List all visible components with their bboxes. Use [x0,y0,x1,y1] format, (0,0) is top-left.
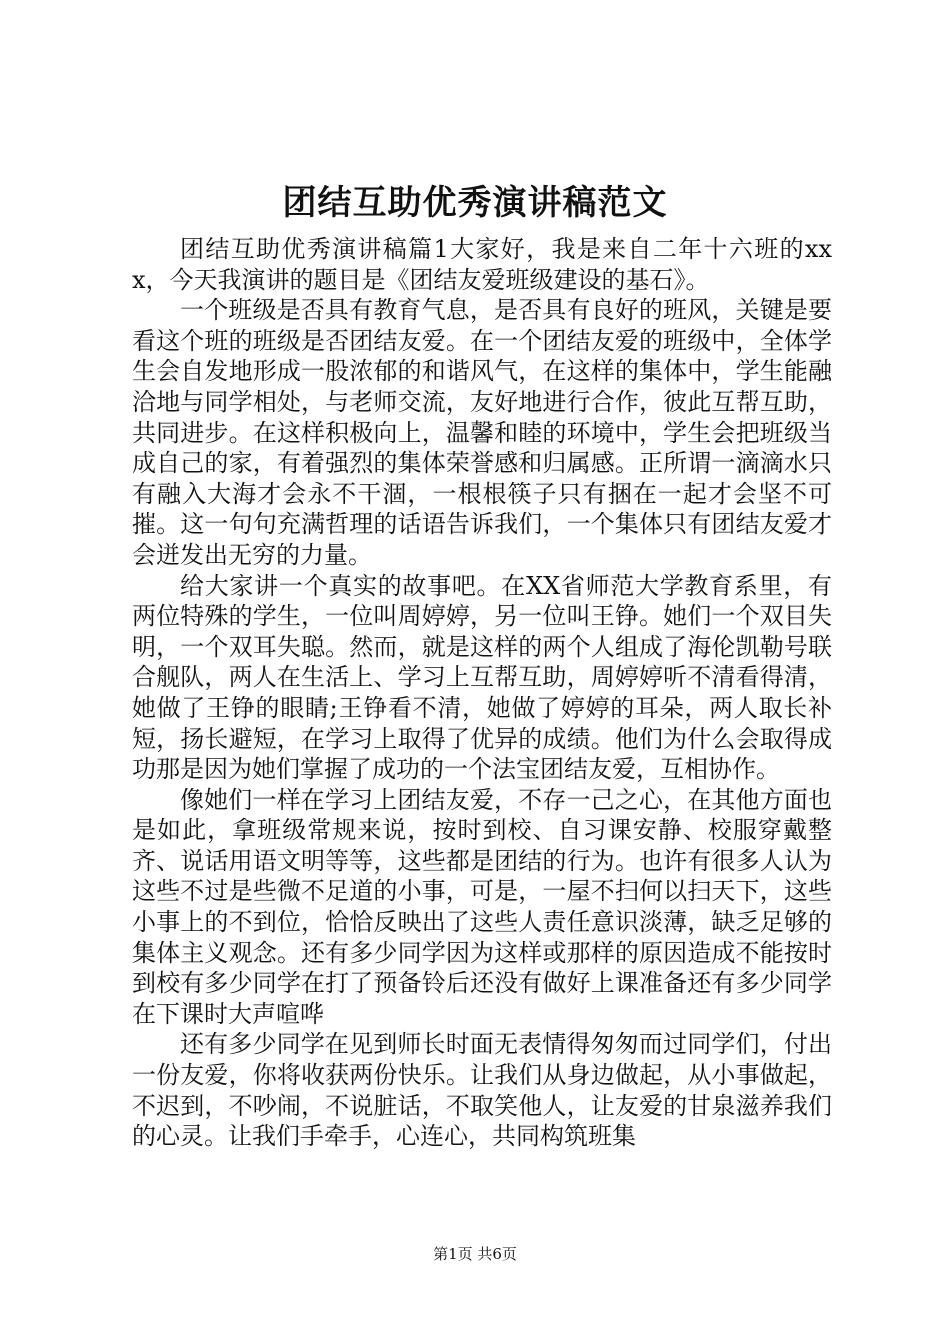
document-title: 团结互助优秀演讲稿范文 [282,183,668,223]
paragraph: 给大家讲一个真实的故事吧。在XX省师范大学教育系里，有两位特殊的学生，一位叫周婷婷，另一位叫王铮。她们一个双目失明，一个双耳失聪。然而，就是这样的两个人组成了海伦凯勒号联合舰队，两人在生活上、学习上互帮互助，周婷婷听不清看得清，她做了王铮的眼睛;王铮看不清，她做了婷婷的耳朵，两人取长补短，扬长避短，在学习上取得了优异的成绩。他们为什么会取得成功那是因为她们掌握了成功的一个法宝团结友爱，互相协作。 [132,571,832,784]
paragraph: 还有多少同学在见到师长时面无表情得匆匆而过同学们，付出一份友爱，你将收获两份快乐。让我们从身边做起，从小事做起，不迟到，不吵闹，不说脏话，不取笑他人，让友爱的甘泉滋养我们的心灵。让我们手牵手，心连心，共同构筑班集 [132,1030,832,1151]
page-footer: 第1页 共6页 [433,1245,517,1263]
paragraph: 一个班级是否具有教育气息，是否具有良好的班风，关键是要看这个班的班级是否团结友爱。在一个团结友爱的班级中，全体学生会自发地形成一股浓郁的和谐风气，在这样的集体中，学生能融洽地与同学相处，与老师交流，友好地进行合作，彼此互帮互助，共同进步。在这样积极向上，温馨和睦的环境中，学生会把班级当成自己的家，有着强烈的集体荣誉感和归属感。正所谓一滴滴水只有融入大海才会永不干涸，一根根筷子只有捆在一起才会坚不可摧。这一句句充满哲理的话语告诉我们，一个集体只有团结友爱才会迸发出无穷的力量。 [132,296,832,569]
paragraph: 团结互助优秀演讲稿篇1大家好，我是来自二年十六班的xxx，今天我演讲的题目是《团结友爱班级建设的基石》。 [132,235,832,294]
document-body [132,234,832,1152]
paragraph: 像她们一样在学习上团结友爱，不存一己之心，在其他方面也是如此，拿班级常规来说，按时到校、自习课安静、校服穿戴整齐、说话用语文明等等，这些都是团结的行为。也许有很多人认为这些不过是些微不足道的小事，可是，一屋不扫何以扫天下，这些小事上的不到位，恰恰反映出了这些人责任意识淡薄，缺乏足够的集体主义观念。还有多少同学因为这样或那样的原因造成不能按时到校有多少同学在打了预备铃后还没有做好上课准备还有多少同学在下课时大声喧哗 [132,785,832,1028]
